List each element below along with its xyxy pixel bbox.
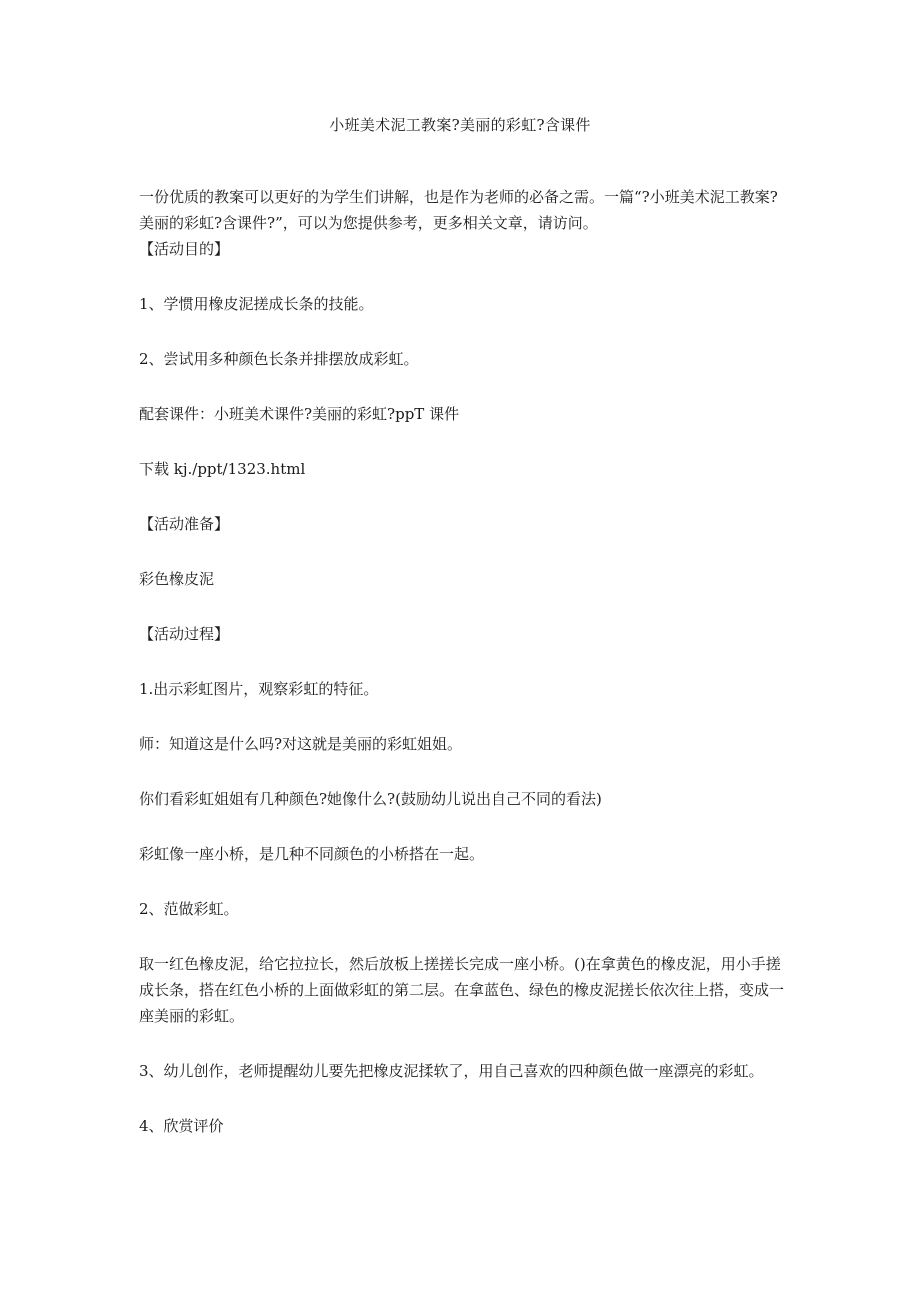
teacher-dialogue: 师：知道这是什么吗?对这就是美丽的彩虹姐姐。 (139, 735, 463, 753)
preparation-item: 彩色橡皮泥 (139, 570, 215, 588)
process-step-4: 4、欣赏评价 (139, 1117, 224, 1135)
demonstration-paragraph: 取一红色橡皮泥，给它拉拉长，然后放板上搓搓长完成一座小桥。()在拿黄色的橡皮泥，用小手搓成长条，搭在红色小桥的上面做彩虹的第二层。在拿蓝色、绿色的橡皮泥搓长依次往上搭，变成一座美丽的彩虹。 (139, 955, 785, 1025)
goal-item-1: 1、学惯用橡皮泥搓成长条的技能。 (139, 295, 374, 313)
rainbow-description: 彩虹像一座小桥，是几种不同颜色的小桥搭在一起。 (139, 845, 485, 863)
process-step-3: 3、幼儿创作，老师提醒幼儿要先把橡皮泥揉软了，用自己喜欢的四种颜色做一座漂亮的彩虹。 (139, 1062, 764, 1080)
section-heading-goals: 【活动目的】 (139, 240, 230, 258)
question-line: 你们看彩虹姐姐有几种颜色?她像什么?(鼓励幼儿说出自己不同的看法) (139, 790, 602, 808)
process-step-1: 1.出示彩虹图片，观察彩虹的特征。 (139, 680, 379, 698)
courseware-line: 配套课件：小班美术课件?美丽的彩虹?ppT 课件 (139, 405, 460, 423)
goal-item-2: 2、尝试用多种颜色长条并排摆放成彩虹。 (139, 350, 419, 368)
document-title: 小班美术泥工教案?美丽的彩虹?含课件 (329, 116, 591, 134)
section-heading-preparation: 【活动准备】 (139, 515, 230, 533)
section-heading-process: 【活动过程】 (139, 625, 230, 643)
download-line: 下载 kj./ppt/1323.html (139, 460, 306, 478)
process-step-2: 2、范做彩虹。 (139, 900, 239, 918)
document-body (139, 184, 789, 1139)
intro-paragraph: 一份优质的教案可以更好的为学生们讲解，也是作为老师的必备之需。一篇“?小班美术泥工教案?美丽的彩虹?含课件?”，可以为您提供参考，更多相关文章，请访问。 (139, 188, 778, 232)
